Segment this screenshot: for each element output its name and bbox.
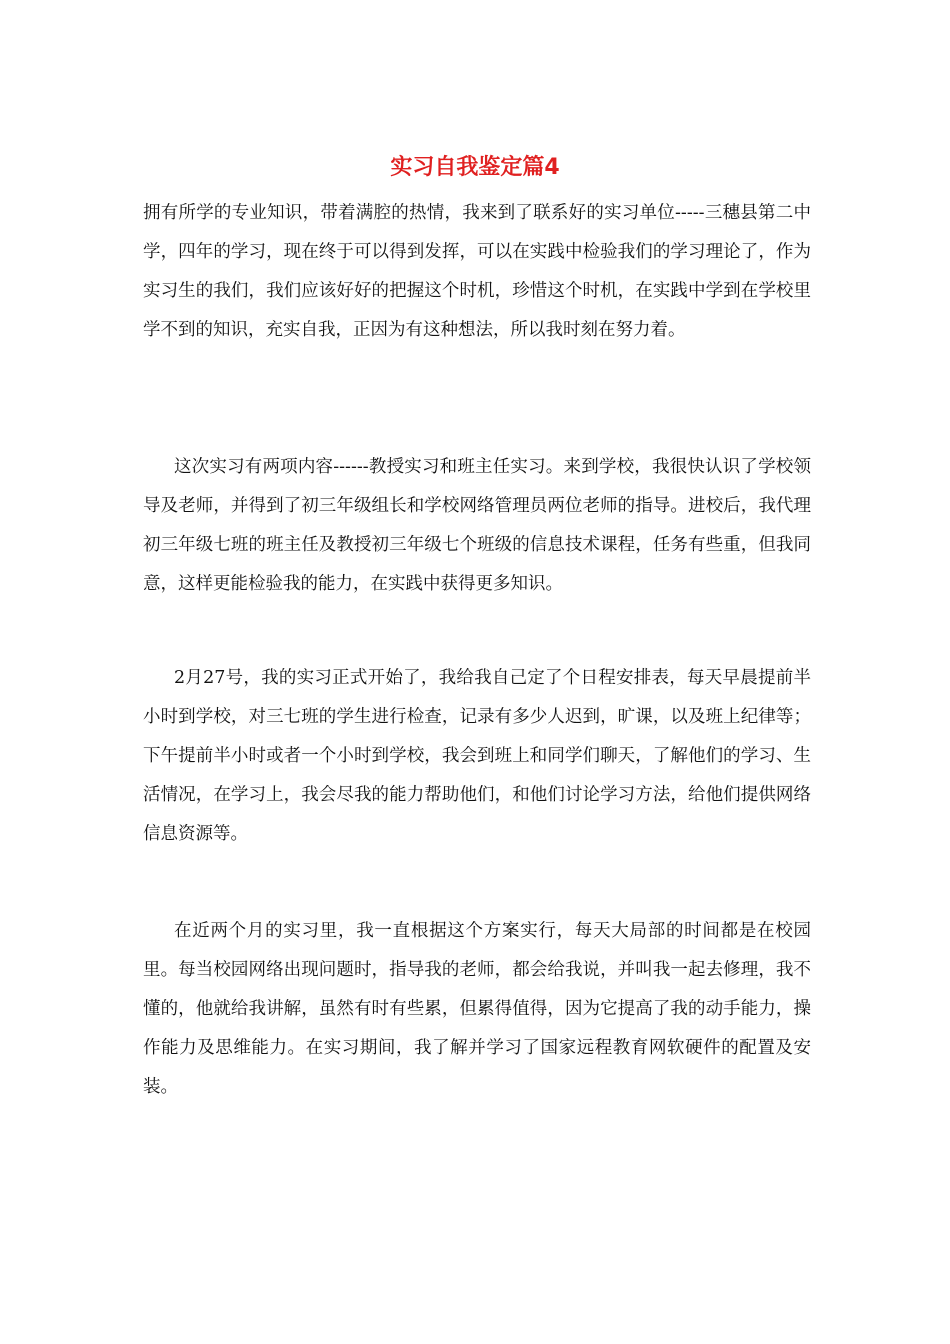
paragraph-intro: 拥有所学的专业知识，带着满腔的热情，我来到了联系好的实习单位-----三穗县第二中学，四年的学习，现在终于可以得到发挥，可以在实践中检验我们的学习理论了，作为实习生的我们，我们应该好好的把握这个时机，珍惜这个时机，在实践中学到在学校里学不到的知识，充实自我，正因为有这种想法，所以我时刻在努力着。 <box>143 203 811 340</box>
paragraph-campus-network: 在近两个月的实习里，我一直根据这个方案实行，每天大局部的时间都是在校园里。每当校园网络出现问题时，指导我的老师，都会给我说，并叫我一起去修理，我不懂的，他就给我讲解，虽然有时有些累，但累得值得，因为它提高了我的动手能力，操作能力及思维能力。在实习期间，我了解并学习了国家远程教育网软硬件的配置及安装。 <box>143 921 811 1097</box>
paragraph-schedule: 2月27号，我的实习正式开始了，我给我自己定了个日程安排表，每天早晨提前半小时到学校，对三七班的学生进行检查，记录有多少人迟到，旷课，以及班上纪律等；下午提前半小时或者一个小时到学校，我会到班上和同学们聊天，了解他们的学习、生活情况，在学习上，我会尽我的能力帮助他们，和他们讨论学习方法，给他们提供网络信息资源等。 <box>143 668 811 844</box>
paragraph-internship-content: 这次实习有两项内容------教授实习和班主任实习。来到学校，我很快认识了学校领导及老师，并得到了初三年级组长和学校网络管理员两位老师的指导。进校后，我代理初三年级七班的班主任及教授初三年级七个班级的信息技术课程，任务有些重，但我同意，这样更能检验我的能力，在实践中获得更多知识。 <box>143 457 811 594</box>
document-title: 实习自我鉴定篇4 <box>390 155 560 180</box>
